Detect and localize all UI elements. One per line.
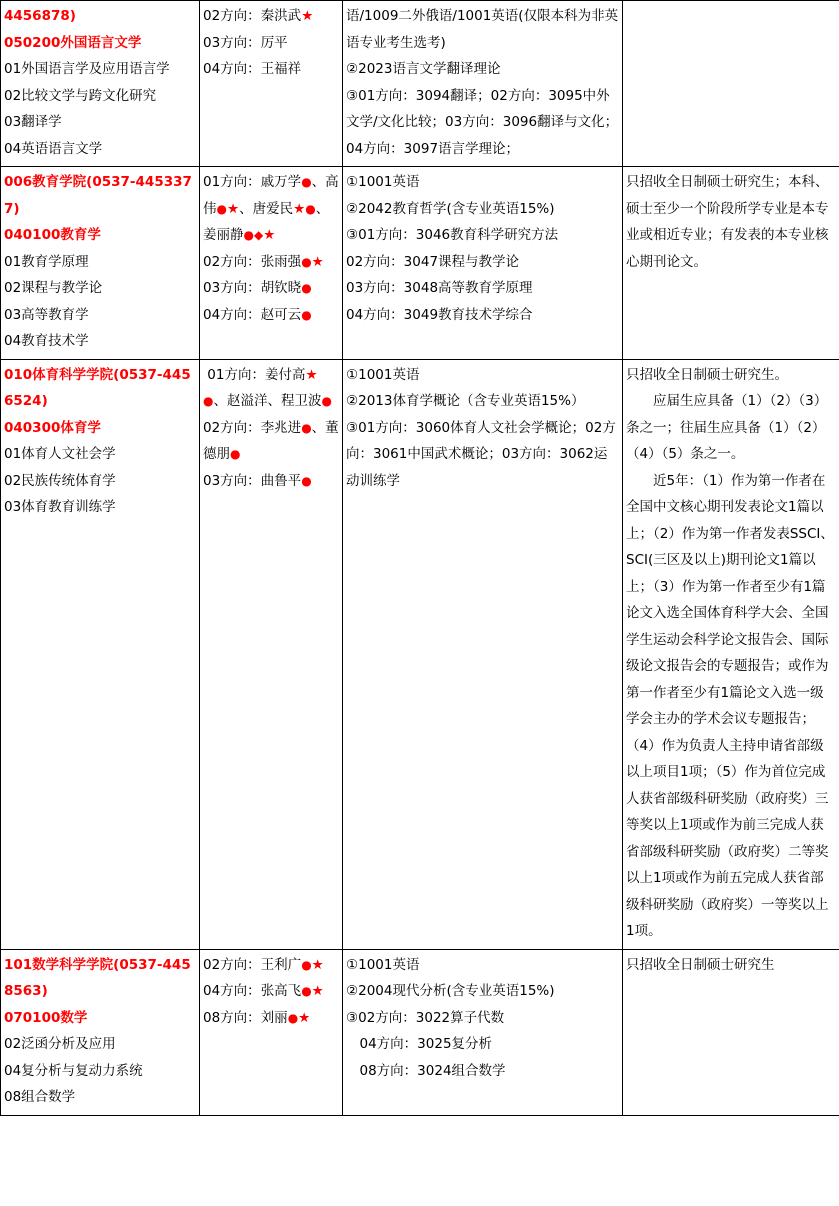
advisor-names: 秦洪武 — [260, 8, 302, 24]
advisor-entry — [203, 468, 339, 495]
star-icon — [293, 201, 305, 217]
major-code-name: 070100数学 — [4, 1009, 88, 1026]
cell-notes — [623, 167, 839, 360]
advisor-direction: 02方向： — [203, 956, 261, 973]
dot-icon — [321, 393, 331, 409]
star-icon — [312, 254, 324, 270]
exam-subject: ③01方向：3046教育科学研究方法 — [346, 227, 559, 243]
exam-subject: ①1001英语 — [346, 174, 420, 190]
research-direction: 03高等教育学 — [4, 306, 89, 323]
cell-department — [1, 359, 200, 949]
advisor-entry: 02方向：李兆进 ● 、董德朋● — [203, 415, 339, 468]
star-icon — [227, 201, 239, 217]
dot-icon — [301, 280, 311, 296]
advisor-direction: 03方向： — [203, 472, 261, 489]
research-direction: 01体育人文社会学 — [4, 446, 116, 462]
star-icon — [312, 957, 324, 973]
advisor-direction: 04方向： — [203, 61, 261, 77]
dot-icon — [301, 473, 311, 489]
advisor-direction: 03方向： — [203, 34, 261, 51]
advisor-entry: 01方向：姜付高★ ● 、赵溢洋、程卫波● — [203, 362, 339, 415]
dot-icon — [203, 393, 213, 409]
dot-icon — [301, 174, 311, 190]
note-paragraph: 只招收全日制硕士研究生。 — [626, 366, 788, 383]
research-direction: 02民族传统体育学 — [4, 472, 116, 489]
advisor-entry — [203, 249, 339, 276]
advisor-direction: 02方向： — [203, 419, 261, 436]
exam-subject: ②2004现代分析(含专业英语15%) — [346, 983, 555, 999]
cell-department — [1, 949, 200, 1115]
star-icon — [305, 367, 317, 383]
exam-subject: ①1001英语 — [346, 956, 420, 973]
cell-notes — [623, 359, 839, 949]
research-direction: 03体育教育训练学 — [4, 499, 116, 515]
advisor-names: 王利广 — [260, 956, 302, 973]
dot-icon — [301, 420, 311, 436]
college-name: 101数学科学学院(0537-4458563) — [4, 956, 191, 999]
advisor-names: 刘丽 — [260, 1009, 288, 1026]
research-direction: 08组合数学 — [4, 1089, 76, 1105]
cell-advisors — [200, 1, 343, 167]
advisor-names: 曲鲁平 — [260, 472, 302, 489]
advisor-names: 姜付高 — [264, 366, 306, 383]
exam-subject: ②2023语言文学翻译理论 — [346, 61, 501, 77]
advisor-names: 张高飞 — [260, 983, 302, 999]
advisor-entry — [203, 30, 339, 57]
dot-icon — [305, 201, 315, 217]
exam-subject: ③01方向：3094翻译；02方向：3095中外文学/文化比较；03方向：3096翻译与文化；04方向：3097语言学理论； — [346, 87, 619, 157]
table-body — [1, 1, 839, 1116]
dot-icon — [301, 254, 311, 270]
advisor-names: 厉平 — [260, 34, 288, 51]
dept-phone-tail: 4456878) — [4, 8, 76, 24]
exam-subject: ③01方向：3060体育人文社会学概论；02方向：3061中国武术概论；03方向：3062运动训练学 — [346, 419, 616, 489]
dot-icon — [244, 227, 254, 243]
table-row — [1, 1, 839, 167]
major-code-name: 050200外国语言文学 — [4, 34, 142, 51]
advisor-entry — [203, 3, 339, 30]
cell-exam-subjects — [343, 949, 623, 1115]
exam-subject: 03方向：3048高等教育学原理 — [346, 280, 533, 296]
advisor-names: 戚万学 — [260, 174, 302, 190]
star-icon — [298, 1010, 310, 1026]
note-paragraph: 只招收全日制硕士研究生；本科、硕士至少一个阶段所学专业是本专业或相近专业；有发表的本专业核心期刊论文。 — [626, 174, 829, 270]
advisor-direction: 08方向： — [203, 1009, 261, 1026]
exam-subject: ③02方向：3022算子代数 — [346, 1009, 505, 1026]
advisor-direction: 04方向： — [203, 983, 261, 999]
cell-advisors — [200, 359, 343, 949]
cell-notes — [623, 1, 839, 167]
advisor-names: 王福祥 — [260, 61, 302, 77]
advisor-direction: 02方向： — [203, 253, 261, 270]
table-row — [1, 359, 839, 949]
cell-exam-subjects — [343, 359, 623, 949]
advisor-entry — [203, 1005, 339, 1032]
star-icon — [263, 227, 275, 243]
advisor-names: 张雨强 — [260, 253, 302, 270]
advisor-entry — [203, 978, 339, 1005]
dot-icon — [301, 957, 311, 973]
cell-department — [1, 167, 200, 360]
exam-subject: 04方向：3049教育技术学综合 — [346, 306, 533, 323]
cell-exam-subjects — [343, 167, 623, 360]
exam-subject: ①1001英语 — [346, 366, 420, 383]
star-icon — [301, 8, 313, 24]
research-direction: 04英语语言文学 — [4, 140, 103, 157]
dot-icon — [230, 446, 240, 462]
advisor-names: 李兆进 — [260, 419, 302, 436]
dot-icon — [217, 201, 227, 217]
table-row — [1, 167, 839, 360]
advisor-entry — [203, 275, 339, 302]
advisor-entry — [203, 56, 339, 83]
cell-advisors — [200, 949, 343, 1115]
research-direction: 04教育技术学 — [4, 333, 89, 349]
cell-department — [1, 1, 200, 167]
exam-subject: 04方向：3025复分析 — [359, 1036, 493, 1052]
major-code-name: 040100教育学 — [4, 227, 101, 243]
cell-notes — [623, 949, 839, 1115]
research-direction: 04复分析与复动力系统 — [4, 1062, 143, 1079]
exam-subject: 语/1009二外俄语/1001英语(仅限本科为非英语专业考生选考) — [346, 8, 619, 51]
table-row — [1, 949, 839, 1115]
advisor-names: 胡钦晓 — [260, 280, 302, 296]
advisor-direction: 01方向： — [207, 366, 265, 383]
note-paragraph: 只招收全日制硕士研究生 — [626, 956, 775, 973]
star-icon — [312, 983, 324, 999]
exam-subject: 02方向：3047课程与教学论 — [346, 253, 520, 270]
dot-icon — [301, 983, 311, 999]
advisor-names: 赵可云 — [260, 306, 302, 323]
note-paragraph: 近5年：（1）作为第一作者在全国中文核心期刊发表论文1篇以上；（2）作为第一作者发表SSCI、SCI(三区及以上)期刊论文1篇以上；（3）作为第一作者至少有1篇论文入选全国体育科学大会、全国学生运动会科学论文报告会、国际级论文报告会的专题报告；或作为第一作者至少有1篇论文入选一级学会主办的学术会议专题报告；（4）作为负责人主持申请省部级以上项目1项；（5）作为首位完成人获省部级科研奖励（政府奖）三等奖以上1项或作为前三完成人获省部级科研奖励（政府奖）二等奖以上1项或作为前五完成人获省部级科研奖励（政府奖）一等奖以上1项。 — [626, 472, 834, 939]
dot-icon — [288, 1010, 298, 1026]
research-direction: 01教育学原理 — [4, 253, 89, 270]
research-direction: 03翻译学 — [4, 114, 62, 130]
cell-exam-subjects — [343, 1, 623, 167]
research-direction: 02课程与教学论 — [4, 280, 103, 296]
advisor-direction: 03方向： — [203, 280, 261, 296]
advisor-entry — [203, 302, 339, 329]
dot-icon — [301, 307, 311, 323]
research-direction: 02泛函分析及应用 — [4, 1036, 116, 1052]
college-name: 006教育学院(0537-4453377) — [4, 174, 192, 217]
major-code-name: 040300体育学 — [4, 419, 101, 436]
advisor-direction: 04方向： — [203, 306, 261, 323]
exam-subject: 08方向：3024组合数学 — [359, 1062, 506, 1079]
college-name: 010体育科学学院(0537-4456524) — [4, 366, 191, 409]
exam-subject: ②2013体育学概论（含专业英语15%） — [346, 393, 585, 409]
note-paragraph: 应届生应具备（1）（2）（3）条之一；往届生应具备（1）（2）（4）（5）条之一。 — [626, 393, 828, 462]
exam-subject: ②2042教育哲学(含专业英语15%) — [346, 200, 555, 217]
advisor-direction: 01方向： — [203, 174, 261, 190]
diamond-icon — [254, 227, 263, 243]
cell-advisors — [200, 167, 343, 360]
advisor-entry: 01方向：戚万学 ● 、高伟 ● ★ 、唐爱民 ★ ● 、姜丽静● ◆ ★ — [203, 169, 339, 249]
advisor-entry — [203, 952, 339, 979]
research-direction: 01外国语言学及应用语言学 — [4, 61, 170, 77]
advisor-direction: 02方向： — [203, 8, 261, 24]
research-direction: 02比较文学与跨文化研究 — [4, 87, 157, 104]
